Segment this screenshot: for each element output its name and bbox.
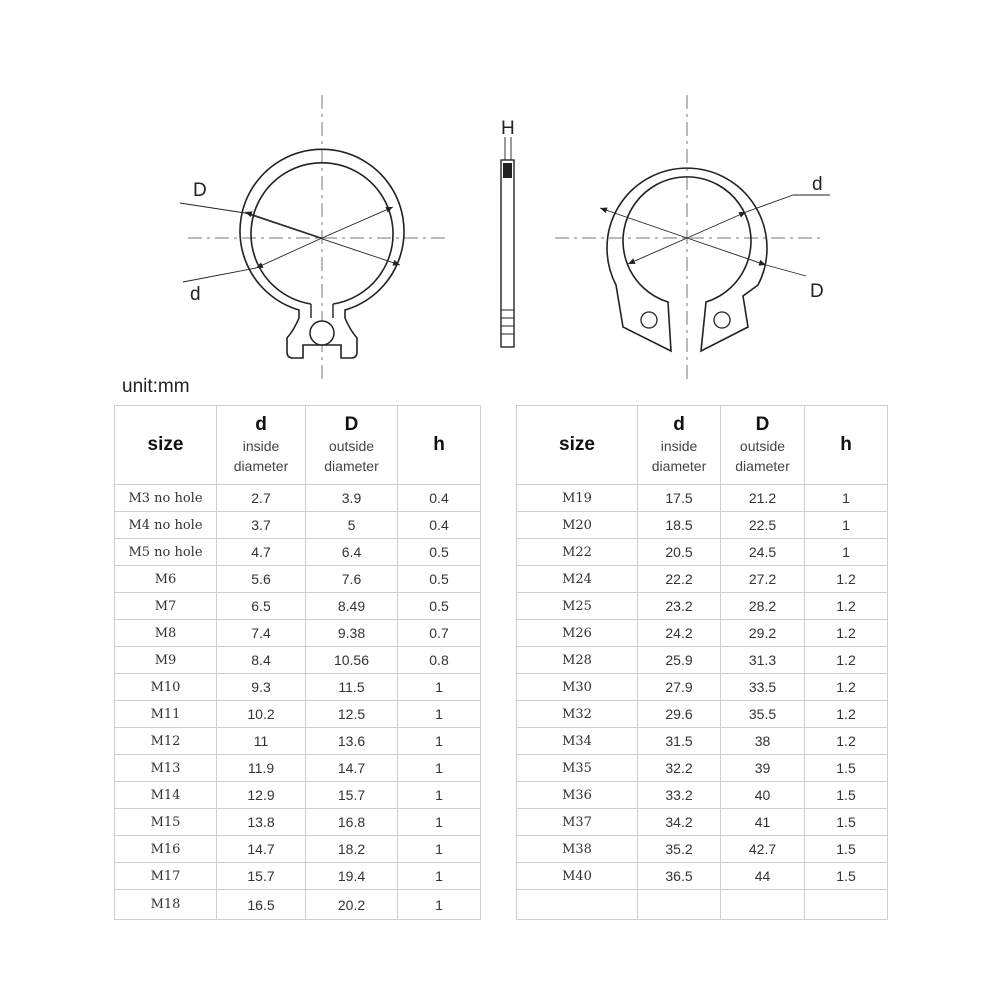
table-row: [115, 485, 481, 512]
right-ring-drawing: [555, 95, 830, 380]
cell-outside-diameter: 10.56: [306, 647, 398, 674]
cell-h: 0.5: [398, 539, 481, 566]
cell-size: M14: [115, 782, 217, 809]
left-ring-D-dimension-start: [245, 212, 322, 238]
cell-inside-diameter: [638, 890, 721, 920]
cell-outside-diameter: 40: [721, 782, 805, 809]
cell-size: M4 no hole: [115, 512, 217, 539]
side-view-body: [501, 160, 514, 347]
cell-h: 0.5: [398, 566, 481, 593]
table-row: [115, 890, 481, 920]
cell-inside-diameter: 4.7: [217, 539, 306, 566]
cell-size: M19: [517, 485, 638, 512]
cell-size: M28: [517, 647, 638, 674]
cell-outside-diameter: 9.38: [306, 620, 398, 647]
cell-inside-diameter: 35.2: [638, 836, 721, 863]
table-row: [517, 782, 888, 809]
right-ring-D-dimension: [687, 238, 766, 265]
table-row: [517, 863, 888, 890]
table-row: [115, 728, 481, 755]
cell-inside-diameter: 7.4: [217, 620, 306, 647]
spec-table-right: [516, 405, 888, 920]
side-view-thickness-label: H: [501, 118, 515, 139]
right-ring-D-dimension-start: [600, 208, 687, 238]
cell-outside-diameter: 11.5: [306, 674, 398, 701]
cell-inside-diameter: 27.9: [638, 674, 721, 701]
header-D-symbol: D: [344, 414, 359, 435]
table-row: [115, 593, 481, 620]
side-view-drawing: [501, 118, 515, 347]
cell-inside-diameter: 20.5: [638, 539, 721, 566]
cell-outside-diameter: 39: [721, 755, 805, 782]
cell-h: 1.5: [805, 755, 888, 782]
cell-outside-diameter: 13.6: [306, 728, 398, 755]
spec-table-left: [114, 405, 481, 920]
cell-outside-diameter: 28.2: [721, 593, 805, 620]
cell-h: 1.5: [805, 809, 888, 836]
cell-h: 0.5: [398, 593, 481, 620]
cell-inside-diameter: 18.5: [638, 512, 721, 539]
cell-size: M26: [517, 620, 638, 647]
right-ring-d-dimension-start: [628, 238, 687, 264]
cell-h: 1: [805, 485, 888, 512]
table-row: [115, 566, 481, 593]
table-row: [115, 836, 481, 863]
table-row: [115, 701, 481, 728]
cell-inside-diameter: 24.2: [638, 620, 721, 647]
cell-h: 0.8: [398, 647, 481, 674]
header-size: [115, 406, 217, 485]
cell-outside-diameter: 14.7: [306, 755, 398, 782]
table-row: [115, 674, 481, 701]
header-D-sub-1: outside: [739, 438, 786, 454]
cell-h: 1.2: [805, 566, 888, 593]
header-d-sub-2: diameter: [233, 458, 289, 474]
table-row: [517, 593, 888, 620]
right-ring-d-dimension: [687, 212, 746, 238]
header-d-symbol: d: [673, 414, 685, 435]
cell-size: M11: [115, 701, 217, 728]
cell-h: 0.7: [398, 620, 481, 647]
cell-inside-diameter: 36.5: [638, 863, 721, 890]
header-D-sub-1: outside: [328, 438, 375, 454]
table-row: [517, 485, 888, 512]
cell-inside-diameter: 22.2: [638, 566, 721, 593]
cell-h: 0.4: [398, 485, 481, 512]
right-ring-D-leader: [766, 265, 806, 276]
cell-size: M22: [517, 539, 638, 566]
cell-h: 1: [805, 512, 888, 539]
cell-inside-diameter: 12.9: [217, 782, 306, 809]
cell-size: M17: [115, 863, 217, 890]
cell-inside-diameter: 6.5: [217, 593, 306, 620]
cell-outside-diameter: 22.5: [721, 512, 805, 539]
cell-inside-diameter: 29.6: [638, 701, 721, 728]
cell-outside-diameter: 8.49: [306, 593, 398, 620]
table-row: [517, 512, 888, 539]
cell-h: 1: [398, 782, 481, 809]
cell-inside-diameter: 11.9: [217, 755, 306, 782]
cell-size: [517, 890, 638, 920]
cell-outside-diameter: 7.6: [306, 566, 398, 593]
cell-outside-diameter: 42.7: [721, 836, 805, 863]
header-h: [398, 406, 481, 485]
table-row: [517, 620, 888, 647]
cell-h: 1: [398, 701, 481, 728]
cell-outside-diameter: 21.2: [721, 485, 805, 512]
cell-h: 1.5: [805, 863, 888, 890]
cell-outside-diameter: 20.2: [306, 890, 398, 920]
cell-h: 1: [398, 809, 481, 836]
header-D: [721, 406, 805, 485]
spec-table-left-body: [115, 485, 481, 920]
cell-inside-diameter: 10.2: [217, 701, 306, 728]
header-size-label: size: [147, 434, 184, 455]
cell-outside-diameter: 5: [306, 512, 398, 539]
cell-size: M18: [115, 890, 217, 920]
cell-size: M10: [115, 674, 217, 701]
cell-h: 1.2: [805, 593, 888, 620]
cell-size: M24: [517, 566, 638, 593]
header-d: [217, 406, 306, 485]
header-h-label: h: [840, 434, 852, 455]
cell-outside-diameter: 16.8: [306, 809, 398, 836]
cell-size: M15: [115, 809, 217, 836]
cell-size: M40: [517, 863, 638, 890]
cell-outside-diameter: 38: [721, 728, 805, 755]
cell-outside-diameter: 18.2: [306, 836, 398, 863]
cell-size: M5 no hole: [115, 539, 217, 566]
cell-size: M35: [517, 755, 638, 782]
right-ring-left-lug-hole: [641, 312, 657, 328]
cell-inside-diameter: 23.2: [638, 593, 721, 620]
cell-h: 1.2: [805, 701, 888, 728]
cell-h: 1: [805, 539, 888, 566]
left-ring-outer-label: D: [193, 180, 207, 201]
cell-inside-diameter: 32.2: [638, 755, 721, 782]
left-ring-drawing: [180, 95, 448, 380]
cell-outside-diameter: 12.5: [306, 701, 398, 728]
table-row: [517, 566, 888, 593]
circlip-technical-drawing: [0, 0, 1000, 380]
table-row: [517, 755, 888, 782]
cell-inside-diameter: 15.7: [217, 863, 306, 890]
cell-h: [805, 890, 888, 920]
cell-inside-diameter: 16.5: [217, 890, 306, 920]
header-size: [517, 406, 638, 485]
table-row: [517, 701, 888, 728]
cell-h: 1.2: [805, 647, 888, 674]
cell-h: 1: [398, 728, 481, 755]
cell-outside-diameter: 27.2: [721, 566, 805, 593]
cell-inside-diameter: 11: [217, 728, 306, 755]
header-D: [306, 406, 398, 485]
cell-inside-diameter: 5.6: [217, 566, 306, 593]
cell-h: 1: [398, 890, 481, 920]
header-D-sub-2: diameter: [735, 458, 790, 474]
cell-h: 1.5: [805, 782, 888, 809]
cell-size: M37: [517, 809, 638, 836]
cell-outside-diameter: 41: [721, 809, 805, 836]
header-h-label: h: [433, 434, 445, 455]
header-d-sub-2: diameter: [651, 458, 707, 474]
cell-inside-diameter: 14.7: [217, 836, 306, 863]
cell-h: 1.5: [805, 836, 888, 863]
left-ring-d-dimension: [322, 207, 393, 238]
left-ring-d-leader: [183, 268, 256, 282]
left-ring-center-hole: [310, 321, 334, 345]
cell-size: M25: [517, 593, 638, 620]
cell-size: M8: [115, 620, 217, 647]
table-row: [115, 863, 481, 890]
cell-inside-diameter: 8.4: [217, 647, 306, 674]
cell-inside-diameter: 31.5: [638, 728, 721, 755]
table-row: [115, 782, 481, 809]
cell-h: 1: [398, 863, 481, 890]
cell-outside-diameter: 24.5: [721, 539, 805, 566]
cell-size: M34: [517, 728, 638, 755]
cell-size: M9: [115, 647, 217, 674]
header-D-sub-2: diameter: [324, 458, 379, 474]
table-row: [115, 809, 481, 836]
cell-size: M30: [517, 674, 638, 701]
cell-inside-diameter: 34.2: [638, 809, 721, 836]
cell-size: M36: [517, 782, 638, 809]
cell-outside-diameter: 3.9: [306, 485, 398, 512]
cell-h: 1: [398, 674, 481, 701]
cell-size: M32: [517, 701, 638, 728]
table-row: [115, 512, 481, 539]
header-d-sub-1: inside: [242, 438, 280, 454]
cell-h: 1: [398, 755, 481, 782]
cell-outside-diameter: 6.4: [306, 539, 398, 566]
table-row: [115, 539, 481, 566]
cell-size: M3 no hole: [115, 485, 217, 512]
spec-table-right-body: [517, 485, 888, 920]
cell-size: M6: [115, 566, 217, 593]
table-row: [115, 620, 481, 647]
table-header-row: [517, 406, 888, 485]
left-ring-d-dimension-start: [256, 238, 322, 268]
table-row: [517, 647, 888, 674]
side-view-thickness-mark: [503, 163, 512, 178]
cell-h: 1.2: [805, 728, 888, 755]
cell-h: 1: [398, 836, 481, 863]
cell-size: M7: [115, 593, 217, 620]
cell-size: M13: [115, 755, 217, 782]
table-row: [517, 890, 888, 920]
cell-h: 1.2: [805, 620, 888, 647]
unit-label: unit:mm: [122, 376, 190, 397]
header-d: [638, 406, 721, 485]
cell-size: M12: [115, 728, 217, 755]
table-row: [517, 728, 888, 755]
right-ring-inner-label: d: [812, 174, 823, 195]
cell-size: M38: [517, 836, 638, 863]
left-ring-D-leader: [180, 203, 245, 213]
cell-inside-diameter: 33.2: [638, 782, 721, 809]
cell-outside-diameter: 44: [721, 863, 805, 890]
left-ring-inner-label: d: [190, 284, 201, 305]
cell-inside-diameter: 25.9: [638, 647, 721, 674]
header-D-symbol: D: [755, 414, 770, 435]
header-d-sub-1: inside: [660, 438, 698, 454]
cell-h: 1.2: [805, 674, 888, 701]
cell-inside-diameter: 17.5: [638, 485, 721, 512]
header-d-symbol: d: [255, 414, 267, 435]
cell-inside-diameter: 9.3: [217, 674, 306, 701]
cell-inside-diameter: 13.8: [217, 809, 306, 836]
cell-outside-diameter: 15.7: [306, 782, 398, 809]
cell-size: M16: [115, 836, 217, 863]
cell-inside-diameter: 3.7: [217, 512, 306, 539]
cell-size: M20: [517, 512, 638, 539]
cell-outside-diameter: 19.4: [306, 863, 398, 890]
header-h: [805, 406, 888, 485]
header-size-label: size: [559, 434, 595, 455]
cell-outside-diameter: 29.2: [721, 620, 805, 647]
table-row: [517, 674, 888, 701]
table-row: [115, 647, 481, 674]
cell-outside-diameter: 33.5: [721, 674, 805, 701]
cell-outside-diameter: 31.3: [721, 647, 805, 674]
right-ring-right-lug-hole: [714, 312, 730, 328]
table-row: [115, 755, 481, 782]
cell-inside-diameter: 2.7: [217, 485, 306, 512]
cell-outside-diameter: 35.5: [721, 701, 805, 728]
cell-h: 0.4: [398, 512, 481, 539]
table-row: [517, 836, 888, 863]
cell-outside-diameter: [721, 890, 805, 920]
right-ring-outer-label: D: [810, 281, 824, 302]
table-row: [517, 809, 888, 836]
table-row: [517, 539, 888, 566]
table-header-row: [115, 406, 481, 485]
